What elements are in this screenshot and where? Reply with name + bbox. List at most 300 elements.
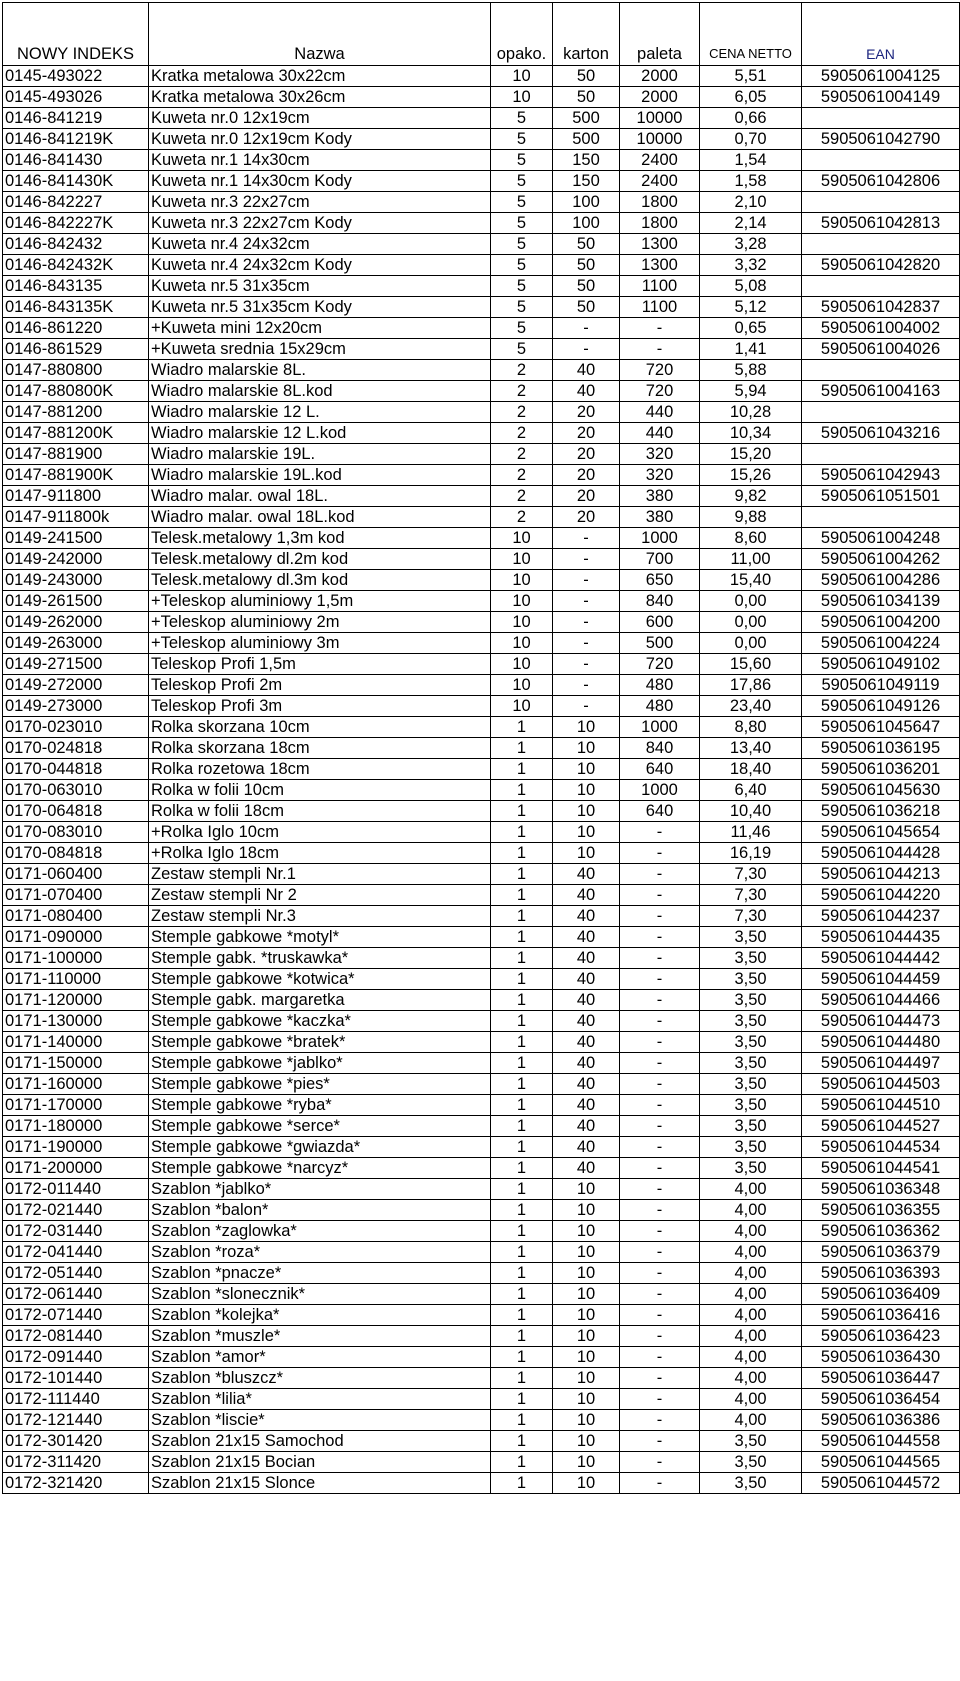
- opako-cell: 5: [491, 108, 553, 129]
- opako-cell: 1: [491, 885, 553, 906]
- name-cell: Szablon *muszle*: [149, 1326, 491, 1347]
- name-cell: Kuweta nr.5 31x35cm: [149, 276, 491, 297]
- table-row: [3, 864, 960, 885]
- ean-cell: 5905061044534: [802, 1137, 960, 1158]
- index-cell: 0147-880800K: [3, 381, 149, 402]
- table-row: [3, 675, 960, 696]
- opako-cell: 1: [491, 1263, 553, 1284]
- table-row: [3, 339, 960, 360]
- index-cell: 0146-861220: [3, 318, 149, 339]
- table-row: [3, 822, 960, 843]
- table-row: [3, 318, 960, 339]
- opako-cell: 2: [491, 444, 553, 465]
- price-cell: 1,58: [700, 171, 802, 192]
- opako-cell: 1: [491, 1200, 553, 1221]
- karton-cell: 50: [553, 276, 620, 297]
- paleta-cell: -: [620, 1431, 700, 1452]
- table-row: [3, 360, 960, 381]
- table-row: [3, 1116, 960, 1137]
- paleta-cell: -: [620, 318, 700, 339]
- header-ean: EAN: [802, 3, 960, 66]
- ean-cell: [802, 360, 960, 381]
- karton-cell: 40: [553, 1074, 620, 1095]
- paleta-cell: 500: [620, 633, 700, 654]
- price-cell: 6,40: [700, 780, 802, 801]
- karton-cell: 40: [553, 969, 620, 990]
- index-cell: 0172-061440: [3, 1284, 149, 1305]
- ean-cell: 5905061049126: [802, 696, 960, 717]
- opako-cell: 1: [491, 927, 553, 948]
- opako-cell: 5: [491, 276, 553, 297]
- opako-cell: 5: [491, 213, 553, 234]
- karton-cell: -: [553, 318, 620, 339]
- index-cell: 0146-842432K: [3, 255, 149, 276]
- header-name: Nazwa: [149, 3, 491, 66]
- index-cell: 0171-150000: [3, 1053, 149, 1074]
- table-row: [3, 654, 960, 675]
- karton-cell: 100: [553, 213, 620, 234]
- karton-cell: 50: [553, 234, 620, 255]
- header-paleta: paleta: [620, 3, 700, 66]
- price-cell: 4,00: [700, 1368, 802, 1389]
- index-cell: 0170-024818: [3, 738, 149, 759]
- paleta-cell: 700: [620, 549, 700, 570]
- ean-cell: 5905061045647: [802, 717, 960, 738]
- price-cell: 4,00: [700, 1179, 802, 1200]
- opako-cell: 1: [491, 822, 553, 843]
- price-cell: 3,50: [700, 927, 802, 948]
- name-cell: +Teleskop aluminiowy 1,5m: [149, 591, 491, 612]
- paleta-cell: -: [620, 969, 700, 990]
- name-cell: Wiadro malar. owal 18L.kod: [149, 507, 491, 528]
- ean-cell: 5905061004149: [802, 87, 960, 108]
- karton-cell: 40: [553, 864, 620, 885]
- karton-cell: 50: [553, 87, 620, 108]
- paleta-cell: -: [620, 906, 700, 927]
- paleta-cell: -: [620, 1137, 700, 1158]
- ean-cell: [802, 108, 960, 129]
- name-cell: Wiadro malarskie 19L.: [149, 444, 491, 465]
- table-row: [3, 1179, 960, 1200]
- table-row: [3, 717, 960, 738]
- opako-cell: 1: [491, 990, 553, 1011]
- paleta-cell: -: [620, 1368, 700, 1389]
- price-cell: 0,00: [700, 612, 802, 633]
- price-cell: 8,60: [700, 528, 802, 549]
- price-cell: 7,30: [700, 885, 802, 906]
- index-cell: 0171-080400: [3, 906, 149, 927]
- ean-cell: 5905061044466: [802, 990, 960, 1011]
- index-cell: 0172-301420: [3, 1431, 149, 1452]
- paleta-cell: -: [620, 885, 700, 906]
- paleta-cell: 440: [620, 423, 700, 444]
- paleta-cell: -: [620, 1410, 700, 1431]
- karton-cell: 40: [553, 1053, 620, 1074]
- price-cell: 10,28: [700, 402, 802, 423]
- index-cell: 0171-090000: [3, 927, 149, 948]
- karton-cell: 50: [553, 66, 620, 87]
- index-cell: 0149-242000: [3, 549, 149, 570]
- index-cell: 0172-101440: [3, 1368, 149, 1389]
- paleta-cell: 1000: [620, 528, 700, 549]
- table-row: [3, 1347, 960, 1368]
- opako-cell: 2: [491, 507, 553, 528]
- table-row: [3, 927, 960, 948]
- name-cell: Rolka w folii 18cm: [149, 801, 491, 822]
- price-cell: 3,50: [700, 1158, 802, 1179]
- karton-cell: 20: [553, 402, 620, 423]
- name-cell: Kuweta nr.5 31x35cm Kody: [149, 297, 491, 318]
- table-row: [3, 1410, 960, 1431]
- name-cell: Rolka skorzana 10cm: [149, 717, 491, 738]
- paleta-cell: -: [620, 1263, 700, 1284]
- opako-cell: 1: [491, 738, 553, 759]
- price-cell: 9,82: [700, 486, 802, 507]
- karton-cell: 10: [553, 1263, 620, 1284]
- index-cell: 0170-083010: [3, 822, 149, 843]
- index-cell: 0172-051440: [3, 1263, 149, 1284]
- index-cell: 0147-881200K: [3, 423, 149, 444]
- price-cell: 5,12: [700, 297, 802, 318]
- opako-cell: 10: [491, 591, 553, 612]
- opako-cell: 5: [491, 297, 553, 318]
- opako-cell: 1: [491, 1011, 553, 1032]
- ean-cell: 5905061036362: [802, 1221, 960, 1242]
- price-cell: 5,88: [700, 360, 802, 381]
- opako-cell: 1: [491, 1032, 553, 1053]
- ean-cell: 5905061036454: [802, 1389, 960, 1410]
- ean-cell: 5905061045630: [802, 780, 960, 801]
- ean-cell: 5905061049102: [802, 654, 960, 675]
- ean-cell: 5905061004286: [802, 570, 960, 591]
- table-row: [3, 129, 960, 150]
- table-row: [3, 696, 960, 717]
- paleta-cell: -: [620, 1347, 700, 1368]
- index-cell: 0146-841430K: [3, 171, 149, 192]
- index-cell: 0146-843135: [3, 276, 149, 297]
- price-list-table: [2, 2, 960, 1494]
- opako-cell: 5: [491, 129, 553, 150]
- name-cell: Zestaw stempli Nr 2: [149, 885, 491, 906]
- name-cell: Zestaw stempli Nr.3: [149, 906, 491, 927]
- name-cell: Stemple gabkowe *serce*: [149, 1116, 491, 1137]
- paleta-cell: -: [620, 1011, 700, 1032]
- price-cell: 0,65: [700, 318, 802, 339]
- karton-cell: 20: [553, 465, 620, 486]
- ean-cell: 5905061036447: [802, 1368, 960, 1389]
- ean-cell: 5905061042813: [802, 213, 960, 234]
- name-cell: Kuweta nr.3 22x27cm Kody: [149, 213, 491, 234]
- paleta-cell: -: [620, 1158, 700, 1179]
- price-cell: 2,10: [700, 192, 802, 213]
- karton-cell: 40: [553, 906, 620, 927]
- ean-cell: 5905061004125: [802, 66, 960, 87]
- price-cell: 3,50: [700, 1074, 802, 1095]
- name-cell: Teleskop Profi 3m: [149, 696, 491, 717]
- price-cell: 4,00: [700, 1305, 802, 1326]
- price-cell: 3,50: [700, 990, 802, 1011]
- name-cell: Szablon 21x15 Slonce: [149, 1473, 491, 1494]
- paleta-cell: 380: [620, 507, 700, 528]
- ean-cell: 5905061004026: [802, 339, 960, 360]
- index-cell: 0171-160000: [3, 1074, 149, 1095]
- table-row: [3, 885, 960, 906]
- paleta-cell: 320: [620, 444, 700, 465]
- karton-cell: 10: [553, 801, 620, 822]
- paleta-cell: 640: [620, 801, 700, 822]
- opako-cell: 1: [491, 1242, 553, 1263]
- index-cell: 0171-060400: [3, 864, 149, 885]
- name-cell: Wiadro malar. owal 18L.: [149, 486, 491, 507]
- paleta-cell: 600: [620, 612, 700, 633]
- price-cell: 10,40: [700, 801, 802, 822]
- karton-cell: 10: [553, 1284, 620, 1305]
- paleta-cell: 10000: [620, 108, 700, 129]
- index-cell: 0172-091440: [3, 1347, 149, 1368]
- index-cell: 0147-881200: [3, 402, 149, 423]
- karton-cell: -: [553, 675, 620, 696]
- name-cell: Szablon 21x15 Bocian: [149, 1452, 491, 1473]
- index-cell: 0149-273000: [3, 696, 149, 717]
- opako-cell: 1: [491, 1473, 553, 1494]
- opako-cell: 1: [491, 759, 553, 780]
- name-cell: Stemple gabkowe *pies*: [149, 1074, 491, 1095]
- ean-cell: 5905061004163: [802, 381, 960, 402]
- table-row: [3, 780, 960, 801]
- name-cell: Szablon *amor*: [149, 1347, 491, 1368]
- price-cell: 16,19: [700, 843, 802, 864]
- ean-cell: 5905061044237: [802, 906, 960, 927]
- table-row: [3, 948, 960, 969]
- paleta-cell: -: [620, 1473, 700, 1494]
- table-row: [3, 1326, 960, 1347]
- paleta-cell: -: [620, 1326, 700, 1347]
- opako-cell: 1: [491, 1410, 553, 1431]
- karton-cell: -: [553, 612, 620, 633]
- table-row: [3, 1452, 960, 1473]
- index-cell: 0170-063010: [3, 780, 149, 801]
- karton-cell: 10: [553, 1200, 620, 1221]
- paleta-cell: -: [620, 1305, 700, 1326]
- name-cell: Rolka rozetowa 18cm: [149, 759, 491, 780]
- paleta-cell: 1800: [620, 213, 700, 234]
- paleta-cell: 1300: [620, 234, 700, 255]
- karton-cell: 10: [553, 1368, 620, 1389]
- table-row: [3, 381, 960, 402]
- paleta-cell: 480: [620, 675, 700, 696]
- paleta-cell: 720: [620, 654, 700, 675]
- table-row: [3, 1011, 960, 1032]
- ean-cell: 5905061044459: [802, 969, 960, 990]
- paleta-cell: 1800: [620, 192, 700, 213]
- ean-cell: 5905061036355: [802, 1200, 960, 1221]
- price-cell: 15,26: [700, 465, 802, 486]
- index-cell: 0170-023010: [3, 717, 149, 738]
- name-cell: +Rolka Iglo 10cm: [149, 822, 491, 843]
- table-row: [3, 255, 960, 276]
- karton-cell: 500: [553, 108, 620, 129]
- karton-cell: -: [553, 696, 620, 717]
- paleta-cell: 650: [620, 570, 700, 591]
- name-cell: Kuweta nr.1 14x30cm: [149, 150, 491, 171]
- table-row: [3, 297, 960, 318]
- index-cell: 0147-881900: [3, 444, 149, 465]
- ean-cell: 5905061036423: [802, 1326, 960, 1347]
- opako-cell: 1: [491, 1221, 553, 1242]
- table-row: [3, 1200, 960, 1221]
- ean-cell: 5905061036218: [802, 801, 960, 822]
- ean-cell: 5905061044442: [802, 948, 960, 969]
- karton-cell: 20: [553, 486, 620, 507]
- ean-cell: [802, 276, 960, 297]
- ean-cell: 5905061045654: [802, 822, 960, 843]
- name-cell: Szablon *liscie*: [149, 1410, 491, 1431]
- opako-cell: 2: [491, 423, 553, 444]
- ean-cell: 5905061044480: [802, 1032, 960, 1053]
- price-cell: 4,00: [700, 1242, 802, 1263]
- karton-cell: 10: [553, 759, 620, 780]
- paleta-cell: -: [620, 1200, 700, 1221]
- ean-cell: 5905061044435: [802, 927, 960, 948]
- opako-cell: 1: [491, 969, 553, 990]
- name-cell: Szablon *jablko*: [149, 1179, 491, 1200]
- table-row: [3, 423, 960, 444]
- name-cell: Stemple gabkowe *kotwica*: [149, 969, 491, 990]
- name-cell: Kuweta nr.0 12x19cm: [149, 108, 491, 129]
- price-cell: 4,00: [700, 1389, 802, 1410]
- name-cell: Wiadro malarskie 12 L.kod: [149, 423, 491, 444]
- table-row: [3, 213, 960, 234]
- price-cell: 2,14: [700, 213, 802, 234]
- price-cell: 3,50: [700, 1137, 802, 1158]
- opako-cell: 10: [491, 570, 553, 591]
- index-cell: 0149-271500: [3, 654, 149, 675]
- price-cell: 4,00: [700, 1263, 802, 1284]
- name-cell: +Teleskop aluminiowy 3m: [149, 633, 491, 654]
- ean-cell: 5905061044565: [802, 1452, 960, 1473]
- price-cell: 15,20: [700, 444, 802, 465]
- opako-cell: 1: [491, 1116, 553, 1137]
- name-cell: Teleskop Profi 1,5m: [149, 654, 491, 675]
- name-cell: Szablon *bluszcz*: [149, 1368, 491, 1389]
- name-cell: Kuweta nr.0 12x19cm Kody: [149, 129, 491, 150]
- price-cell: 5,94: [700, 381, 802, 402]
- price-cell: 4,00: [700, 1284, 802, 1305]
- index-cell: 0146-842227K: [3, 213, 149, 234]
- price-cell: 7,30: [700, 864, 802, 885]
- opako-cell: 1: [491, 717, 553, 738]
- name-cell: Stemple gabkowe *jablko*: [149, 1053, 491, 1074]
- name-cell: Teleskop Profi 2m: [149, 675, 491, 696]
- ean-cell: 5905061044220: [802, 885, 960, 906]
- ean-cell: 5905061042806: [802, 171, 960, 192]
- index-cell: 0171-190000: [3, 1137, 149, 1158]
- karton-cell: 40: [553, 381, 620, 402]
- price-cell: 17,86: [700, 675, 802, 696]
- paleta-cell: 1100: [620, 276, 700, 297]
- ean-cell: 5905061036195: [802, 738, 960, 759]
- opako-cell: 1: [491, 1368, 553, 1389]
- paleta-cell: 320: [620, 465, 700, 486]
- karton-cell: -: [553, 633, 620, 654]
- opako-cell: 1: [491, 801, 553, 822]
- table-row: [3, 465, 960, 486]
- price-cell: 18,40: [700, 759, 802, 780]
- table-row: [3, 1242, 960, 1263]
- ean-cell: 5905061004262: [802, 549, 960, 570]
- opako-cell: 2: [491, 402, 553, 423]
- opako-cell: 1: [491, 1284, 553, 1305]
- price-cell: 3,50: [700, 1452, 802, 1473]
- paleta-cell: -: [620, 1284, 700, 1305]
- opako-cell: 1: [491, 780, 553, 801]
- name-cell: Szablon *kolejka*: [149, 1305, 491, 1326]
- table-row: [3, 801, 960, 822]
- paleta-cell: -: [620, 990, 700, 1011]
- paleta-cell: 840: [620, 738, 700, 759]
- price-cell: 3,50: [700, 1011, 802, 1032]
- table-row: [3, 171, 960, 192]
- price-cell: 4,00: [700, 1221, 802, 1242]
- price-cell: 9,88: [700, 507, 802, 528]
- index-cell: 0145-493022: [3, 66, 149, 87]
- opako-cell: 2: [491, 381, 553, 402]
- karton-cell: 10: [553, 1410, 620, 1431]
- name-cell: Kratka metalowa 30x26cm: [149, 87, 491, 108]
- price-cell: 15,60: [700, 654, 802, 675]
- ean-cell: 5905061042943: [802, 465, 960, 486]
- ean-cell: 5905061049119: [802, 675, 960, 696]
- karton-cell: 40: [553, 885, 620, 906]
- index-cell: 0171-130000: [3, 1011, 149, 1032]
- paleta-cell: -: [620, 1242, 700, 1263]
- price-cell: 0,70: [700, 129, 802, 150]
- ean-cell: 5905061044497: [802, 1053, 960, 1074]
- ean-cell: 5905061044558: [802, 1431, 960, 1452]
- name-cell: Telesk.metalowy dl.3m kod: [149, 570, 491, 591]
- karton-cell: -: [553, 528, 620, 549]
- index-cell: 0172-081440: [3, 1326, 149, 1347]
- ean-cell: 5905061036409: [802, 1284, 960, 1305]
- name-cell: Szablon *slonecznik*: [149, 1284, 491, 1305]
- price-cell: 0,66: [700, 108, 802, 129]
- karton-cell: 40: [553, 990, 620, 1011]
- name-cell: Kuweta nr.4 24x32cm: [149, 234, 491, 255]
- ean-cell: 5905061004224: [802, 633, 960, 654]
- table-row: [3, 570, 960, 591]
- index-cell: 0146-841430: [3, 150, 149, 171]
- price-cell: 0,00: [700, 591, 802, 612]
- ean-cell: 5905061042790: [802, 129, 960, 150]
- index-cell: 0145-493026: [3, 87, 149, 108]
- index-cell: 0171-200000: [3, 1158, 149, 1179]
- name-cell: Stemple gabkowe *ryba*: [149, 1095, 491, 1116]
- index-cell: 0171-070400: [3, 885, 149, 906]
- ean-cell: 5905061044541: [802, 1158, 960, 1179]
- paleta-cell: 2000: [620, 87, 700, 108]
- karton-cell: 10: [553, 1347, 620, 1368]
- paleta-cell: 2400: [620, 150, 700, 171]
- opako-cell: 1: [491, 1326, 553, 1347]
- paleta-cell: -: [620, 1389, 700, 1410]
- name-cell: Wiadro malarskie 12 L.: [149, 402, 491, 423]
- karton-cell: 100: [553, 192, 620, 213]
- index-cell: 0170-044818: [3, 759, 149, 780]
- index-cell: 0146-842227: [3, 192, 149, 213]
- opako-cell: 1: [491, 1053, 553, 1074]
- opako-cell: 10: [491, 549, 553, 570]
- paleta-cell: -: [620, 1053, 700, 1074]
